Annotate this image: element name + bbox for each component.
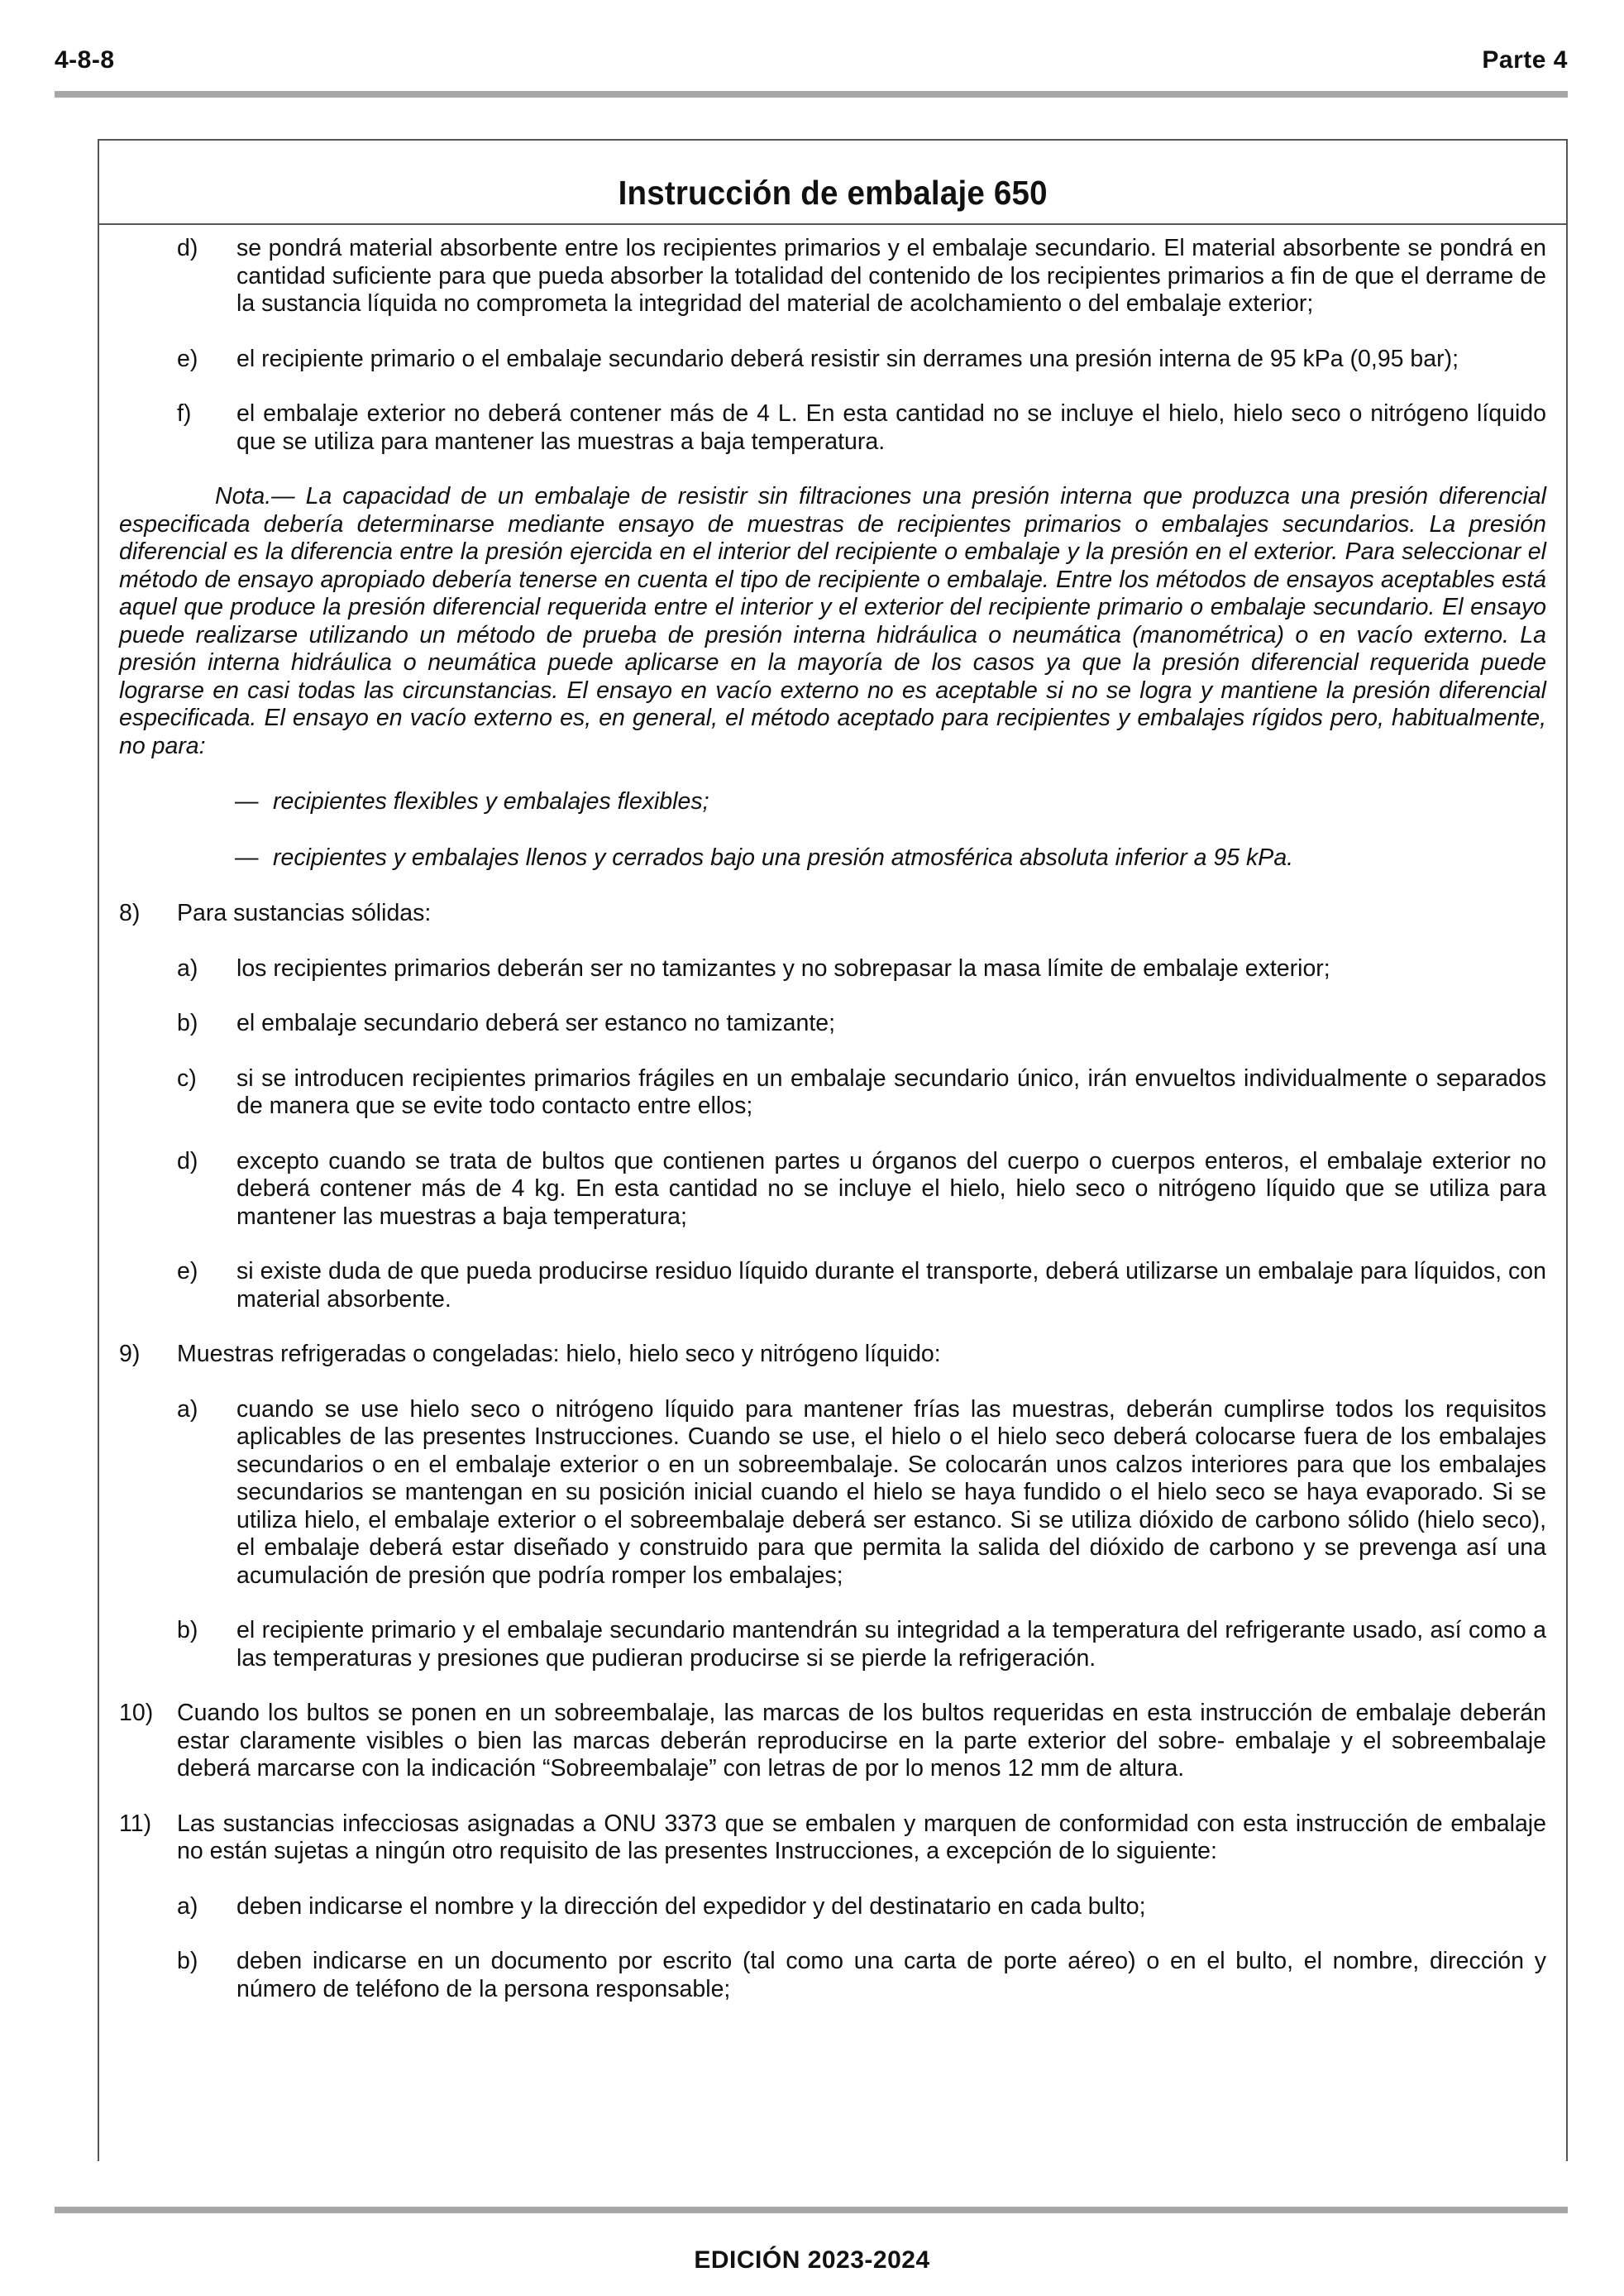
note-paragraph: Nota.— La capacidad de un embalaje de resistir sin filtraciones una presión interna que produzca una presión diferencial especificada debería determinarse mediante ensayo de muestras de recipientes primarios o embalajes secundarios. La presión diferencial es la diferencia entre la presión ejercida en el interior del recipiente o embalaje y la presión en el exterior. Para seleccionar el método de ensayo apropiado debería tenerse en cuenta el tipo de recipiente o embalaje. Entre los métodos de ensayos aceptables está aquel que produce la presión diferencial requerida entre el interior y el exterior del recipiente primario o embalaje secundario. El ensayo puede realizarse utilizando un método de prueba de presión interna hidráulica o neumática (manométrica) o en vacío externo. La presión interna hidráulica o neumática puede aplicarse en la mayoría de los casos ya que la presión diferencial requerida puede lograrse en casi todas las circunstancias. El ensayo en vacío externo no es aceptable si no se logra y mantiene la presión diferencial especificada. El ensayo en vacío externo es, en general, el método aceptado para recipientes y embalajes rígidos pero, habitualmente, no para: <box>119 483 1546 759</box>
dash-text: recipientes y embalajes llenos y cerrados bajo una presión atmosférica absoluta inferior a 95 kPa. <box>273 844 1294 871</box>
section-label: 8) <box>119 900 141 926</box>
item-text: cuando se use hielo seco o nitrógeno líquido para mantener frías las muestras, deberán cumplirse todos los requisitos aplicables de las presentes Instrucciones. Cuando se use, el hielo o el hielo seco deberá colocarse fuera de los embalajes secundarios o en el embalaje exterior o en un sobreembalaje. Se colocarán unos calzos interiores para que los embalajes secundarios se mantengan en su posición inicial cuando el hielo se haya fundido o el hielo seco se haya evaporado. Si se utiliza hielo, el embalaje exterior o el sobreembalaje deberá ser estanco. Si se utiliza dióxido de carbono sólido (hielo seco), el embalaje deberá estar diseñado y construido para que permita la salida del dióxido de carbono y se prevenga así una acumulación de presión que podría romper los embalajes; <box>236 1395 1546 1589</box>
instruction-title-bar <box>99 141 1566 225</box>
section-text: Las sustancias infecciosas asignadas a ONU 3373 que se embalen y marquen de conformidad con esta instrucción de embalaje no están sujetas a ningún otro requisito de las presentes Instrucciones, a excepción de lo siguiente: <box>177 1810 1546 1864</box>
list-item <box>119 235 1546 318</box>
item-text: deben indicarse en un documento por escrito (tal como una carta de porte aéreo) o en el bulto, el nombre, dirección y número de teléfono de la persona responsable; <box>236 1948 1546 2002</box>
page-number: 4-8-8 <box>55 46 115 74</box>
item-text: si se introducen recipientes primarios frágiles en un embalaje secundario único, irán envueltos individualmente o separados de manera que se evite todo contacto entre ellos; <box>236 1064 1546 1119</box>
section-text: Cuando los bultos se ponen en un sobreembalaje, las marcas de los bultos requeridas en esta instrucción de embalaje deberán estar claramente visibles o bien las marcas deberán reproducirse en la parte exterior del sobre- embalaje y el sobreembalaje deberá marcarse con la indicación “Sobreembalaje” con letras de por lo menos 12 mm de altura. <box>177 1700 1546 1782</box>
list-item <box>119 1148 1546 1232</box>
section-8-heading <box>119 900 1546 928</box>
item-label: a) <box>177 1395 198 1423</box>
list-item <box>119 1258 1546 1313</box>
section-label: 11) <box>119 1810 152 1837</box>
edition-footer: EDICIÓN 2023-2024 <box>694 2246 930 2274</box>
dash-mark: — <box>235 844 259 871</box>
section-label: 9) <box>119 1341 141 1367</box>
item-label: c) <box>177 1064 197 1092</box>
dash-text: recipientes flexibles y embalajes flexibles; <box>273 788 709 815</box>
list-item <box>119 1396 1546 1590</box>
list-item <box>119 400 1546 456</box>
list-item <box>119 346 1546 374</box>
header-rule <box>55 91 1568 98</box>
footer-rule <box>55 2207 1568 2213</box>
list-item <box>119 955 1546 983</box>
section-10 <box>119 1700 1546 1783</box>
item-label: b) <box>177 1948 198 1974</box>
list-item <box>119 1948 1546 2003</box>
item-text: si existe duda de que pueda producirse residuo líquido durante el transporte, deberá utilizarse un embalaje para líquidos, con material absorbente. <box>236 1258 1546 1313</box>
item-text: los recipientes primarios deberán ser no tamizantes y no sobrepasar la masa límite de embalaje exterior; <box>236 954 1330 982</box>
item-label: b) <box>177 1617 198 1643</box>
item-text: excepto cuando se trata de bultos que contienen partes u órganos del cuerpo o cuerpos enteros, el embalaje exterior no deberá contener más de 4 kg. En esta cantidad no se incluye el hielo, hielo seco o nitrógeno líquido que se utiliza para mantener las muestras a baja temperatura; <box>236 1147 1546 1230</box>
note-dash-item <box>119 844 1546 873</box>
item-label: b) <box>177 1010 198 1036</box>
part-label: Parte 4 <box>1482 46 1568 74</box>
item-label: e) <box>177 1258 198 1284</box>
item-text: el recipiente primario o el embalaje secundario deberá resistir sin derrames una presión interna de 95 kPa (0,95 bar); <box>236 345 1459 372</box>
item-text: deben indicarse el nombre y la dirección del expedidor y del destinatario en cada bulto; <box>236 1892 1146 1920</box>
section-text: Muestras refrigeradas o congeladas: hielo, hielo seco y nitrógeno líquido: <box>177 1341 941 1367</box>
instruction-title: Instrucción de embalaje 650 <box>618 174 1048 212</box>
dash-mark: — <box>235 788 259 815</box>
instruction-content <box>119 235 1546 2031</box>
section-text: Para sustancias sólidas: <box>177 900 432 926</box>
item-text: el recipiente primario y el embalaje secundario mantendrán su integridad a la temperatura del refrigerante usado, así como a las temperaturas y presiones que pudieran producirse si se pierde la refrigeración. <box>236 1617 1546 1672</box>
instruction-box <box>98 139 1568 2161</box>
list-item <box>119 1617 1546 1672</box>
section-9-heading <box>119 1341 1546 1369</box>
section-11-heading <box>119 1810 1546 1866</box>
item-text: el embalaje exterior no deberá contener más de 4 L. En esta cantidad no se incluye el hielo, hielo seco o nitrógeno líquido que se utiliza para mantener las muestras a baja temperatura. <box>236 400 1546 455</box>
list-item <box>119 1010 1546 1038</box>
item-text: se pondrá material absorbente entre los recipientes primarios y el embalaje secundario. El material absorbente se pondrá en cantidad suficiente para que pueda absorber la totalidad del contenido de los recipientes primarios a fin de que el derrame de la sustancia líquida no comprometa la integridad del material de acolchamiento o del embalaje exterior; <box>236 235 1546 317</box>
item-label: e) <box>177 345 198 372</box>
item-label: a) <box>177 1892 198 1920</box>
item-label: d) <box>177 235 198 261</box>
page-header <box>55 46 1568 79</box>
item-label: f) <box>177 400 192 427</box>
item-text: el embalaje secundario deberá ser estanco no tamizante; <box>236 1010 836 1036</box>
list-item <box>119 1065 1546 1121</box>
list-item <box>119 1893 1546 1921</box>
note-dash-item <box>119 788 1546 816</box>
section-label: 10) <box>119 1700 154 1726</box>
item-label: d) <box>177 1147 198 1174</box>
item-label: a) <box>177 954 198 982</box>
